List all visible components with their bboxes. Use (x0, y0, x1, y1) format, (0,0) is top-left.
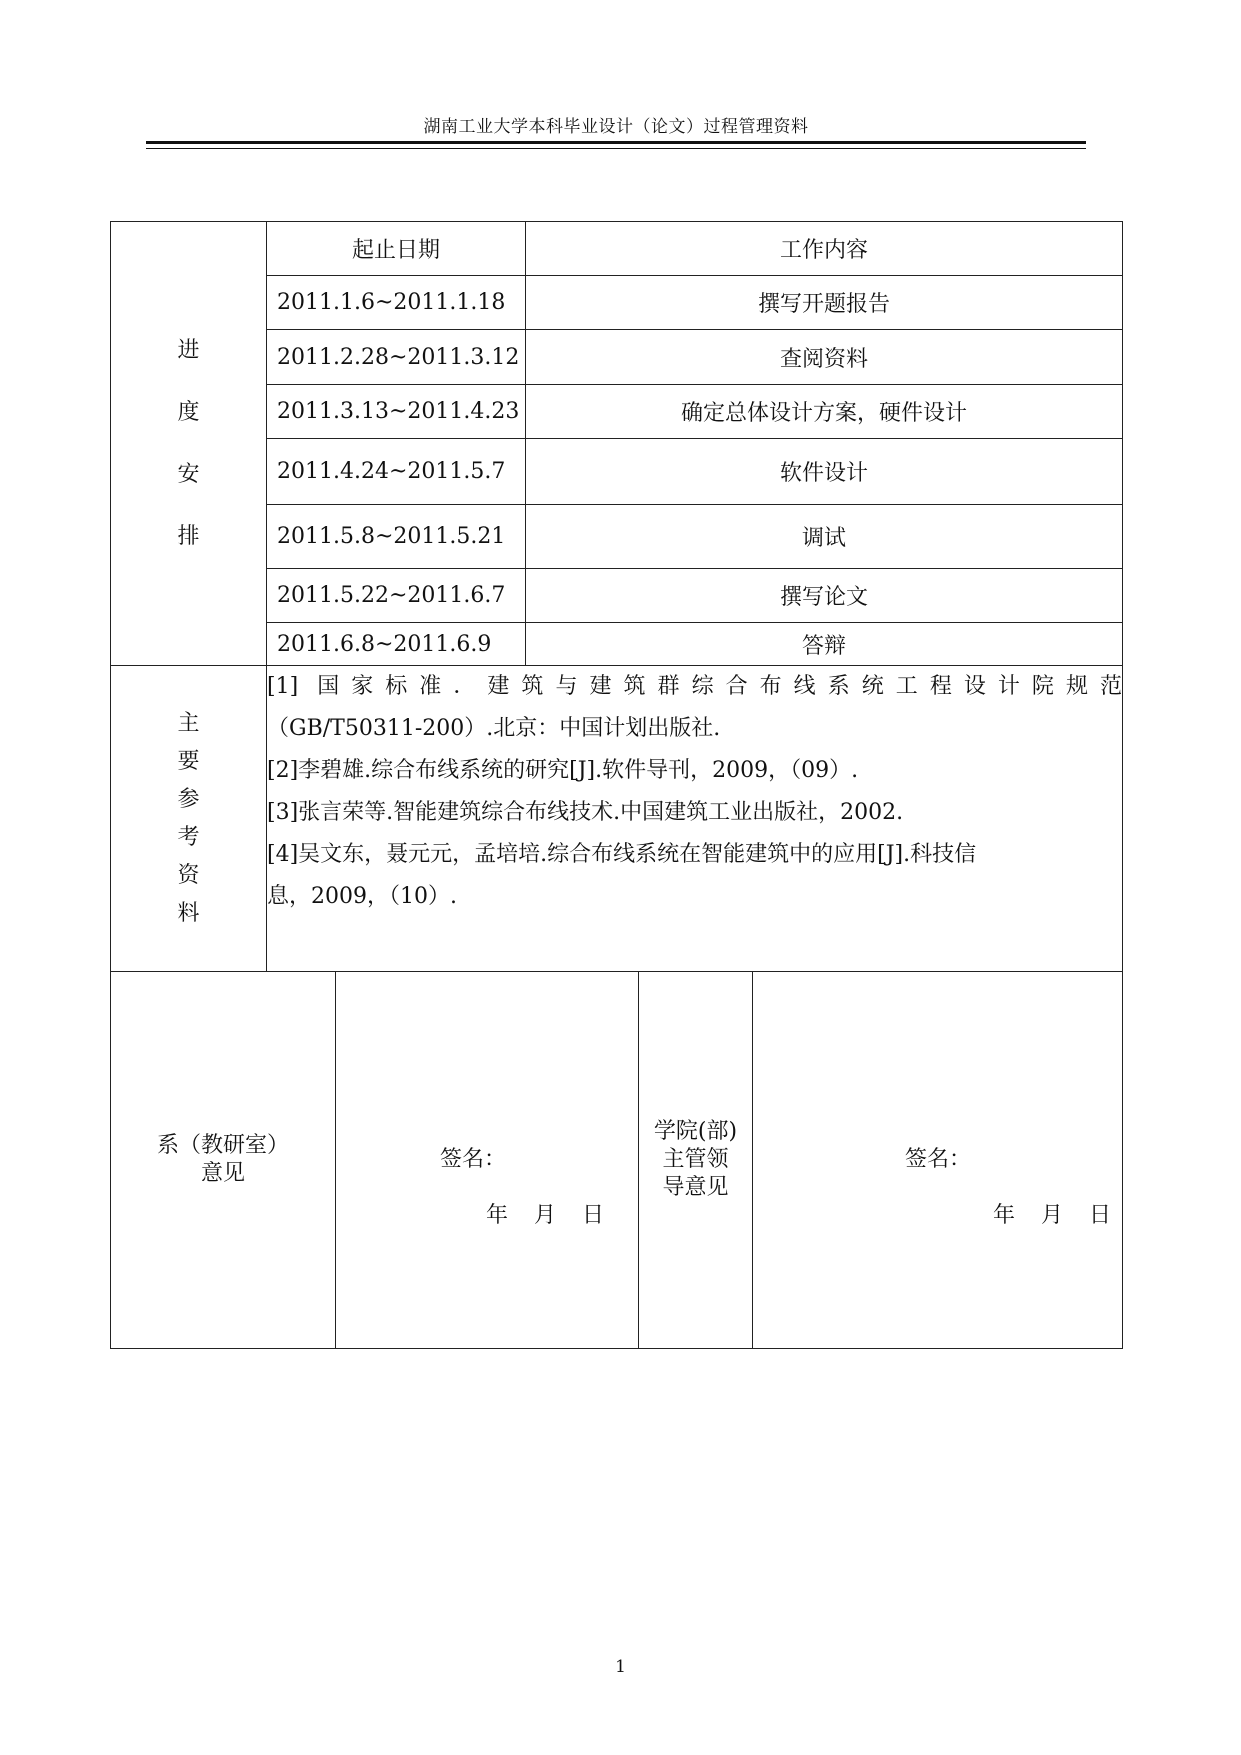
page-number: 1 (615, 1657, 626, 1677)
date-day-label: 日 (1089, 1203, 1112, 1228)
references-side-label (111, 705, 266, 933)
college-sign-label: 签名： (905, 1147, 972, 1172)
schedule-side-char: 排 (177, 523, 200, 549)
college-opinion-line: 学院(部) (653, 1119, 738, 1144)
schedule-content: 软件设计 (526, 439, 1123, 505)
college-opinion-label (639, 1118, 752, 1202)
signature-row (111, 972, 1123, 1349)
schedule-side-char: 进 (177, 337, 200, 363)
college-opinion-label-cell (639, 972, 753, 1349)
college-sign-date (993, 1198, 1111, 1229)
schedule-side-char: 安 (177, 461, 200, 487)
dept-opinion-line: 系（教研室） (156, 1133, 289, 1158)
dept-signature-cell (336, 972, 639, 1349)
references-side-label-cell (111, 666, 267, 972)
references-list (267, 666, 1123, 972)
schedule-date: 2011.4.24~2011.5.7 (267, 439, 526, 505)
college-signature-cell (753, 972, 1123, 1349)
college-opinion-line: 主管领 (662, 1147, 729, 1172)
schedule-header-row (111, 222, 1123, 276)
reference-line: [2]李碧雄.综合布线系统的研究[J].软件导刊，2009，（09）. (267, 758, 859, 783)
reference-line: [3]张言荣等.智能建筑综合布线技术.中国建筑工业出版社，2002. (267, 800, 904, 825)
date-year-label: 年 (486, 1203, 509, 1228)
references-side-char: 料 (177, 900, 200, 926)
dept-opinion-label (111, 1132, 335, 1188)
reference-line: （GB/T50311-200）.北京：中国计划出版社. (267, 716, 721, 741)
dept-opinion-label-cell (111, 972, 336, 1349)
date-year-label: 年 (993, 1203, 1016, 1228)
schedule-date: 2011.1.6~2011.1.18 (267, 276, 526, 330)
page-header-title: 湖南工业大学本科毕业设计（论文）过程管理资料 (423, 117, 809, 137)
date-day-label: 日 (582, 1203, 605, 1228)
reference-line: 息，2009，（10）. (267, 884, 457, 909)
references-side-char: 资 (177, 862, 200, 888)
schedule-date: 2011.5.8~2011.5.21 (267, 505, 526, 569)
schedule-side-label (111, 320, 266, 568)
schedule-content: 撰写论文 (526, 569, 1123, 623)
schedule-content: 答辩 (526, 623, 1123, 666)
references-side-char: 考 (177, 824, 200, 850)
dept-sign-date (486, 1198, 604, 1229)
header-rule-thin (146, 148, 1086, 149)
schedule-content: 查阅资料 (526, 330, 1123, 385)
schedule-date: 2011.2.28~2011.3.12 (267, 330, 526, 385)
schedule-content: 调试 (526, 505, 1123, 569)
college-opinion-line: 导意见 (662, 1175, 729, 1200)
date-month-label: 月 (534, 1203, 557, 1228)
reference-line: [1] 国家标准．建筑与建筑群综合布线系统工程设计院规范 (267, 674, 1123, 699)
schedule-content: 撰写开题报告 (526, 276, 1123, 330)
schedule-side-char: 度 (177, 399, 200, 425)
header-rule-thick (146, 141, 1086, 144)
schedule-date: 2011.3.13~2011.4.23 (267, 385, 526, 439)
references-row (111, 666, 1123, 972)
references-side-char: 主 (177, 710, 200, 736)
references-side-char: 要 (177, 748, 200, 774)
schedule-date: 2011.5.22~2011.6.7 (267, 569, 526, 623)
date-column-header: 起止日期 (267, 222, 526, 276)
dept-opinion-line: 意见 (200, 1161, 245, 1186)
process-form-table (110, 221, 1123, 1349)
schedule-content: 确定总体设计方案，硬件设计 (526, 385, 1123, 439)
references-side-char: 参 (177, 786, 200, 812)
date-month-label: 月 (1041, 1203, 1064, 1228)
dept-sign-label: 签名： (440, 1147, 507, 1172)
reference-line: [4]吴文东，聂元元，孟培培.综合布线系统在智能建筑中的应用[J].科技信 (267, 842, 977, 867)
schedule-side-label-cell (111, 222, 267, 666)
schedule-date: 2011.6.8~2011.6.9 (267, 623, 526, 666)
content-column-header: 工作内容 (526, 222, 1123, 276)
